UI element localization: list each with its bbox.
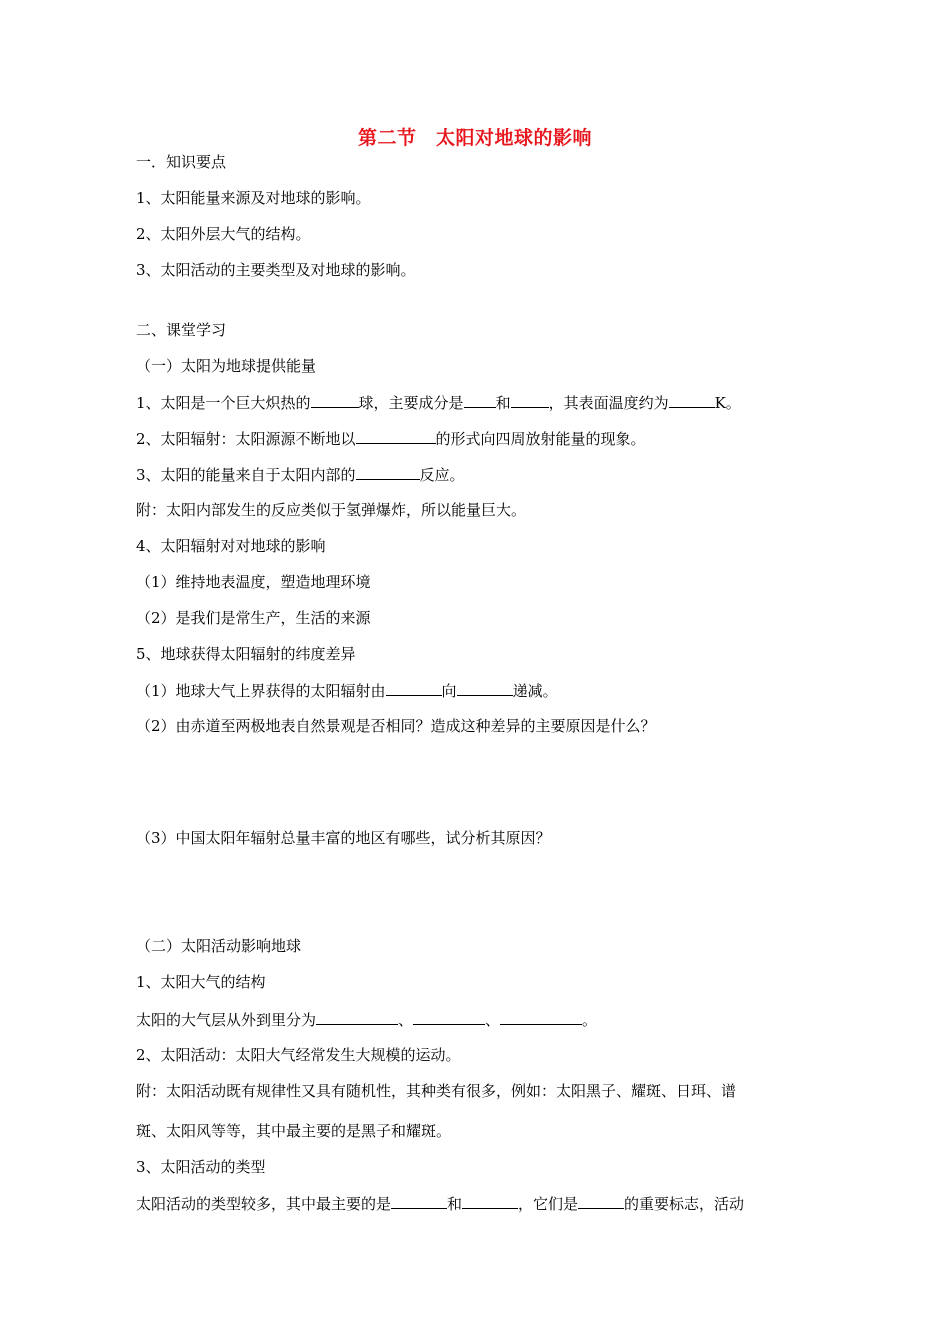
section-heading-class: 二、课堂学习 <box>136 321 227 339</box>
blank[interactable] <box>462 1193 518 1209</box>
question-1: 1、太阳是一个巨大炽热的 球，主要成分是 和 ，其表面温度约为 K。 <box>136 394 741 412</box>
blank[interactable] <box>356 428 436 444</box>
blank[interactable] <box>356 464 420 480</box>
blank[interactable] <box>511 392 549 408</box>
section-heading-knowledge: 一．知识要点 <box>136 153 227 171</box>
blank[interactable] <box>413 1009 485 1025</box>
blank[interactable] <box>464 392 496 408</box>
blank[interactable] <box>386 680 442 696</box>
blank[interactable] <box>316 1009 398 1025</box>
blank[interactable] <box>391 1193 447 1209</box>
question-5-2: （2）由赤道至两极地表自然景观是否相同？造成这种差异的主要原因是什么？ <box>136 717 656 735</box>
knowledge-item-3: 3、太阳活动的主要类型及对地球的影响。 <box>136 261 416 279</box>
blank[interactable] <box>669 392 715 408</box>
knowledge-item-2: 2、太阳外层大气的结构。 <box>136 225 311 243</box>
question-3: 3、太阳的能量来自于太阳内部的 反应。 <box>136 466 465 484</box>
blank[interactable] <box>500 1009 582 1025</box>
question-5: 5、地球获得太阳辐射的纬度差异 <box>136 645 356 663</box>
question-4-2: （2）是我们是常生产，生活的来源 <box>136 609 371 627</box>
blank[interactable] <box>578 1193 624 1209</box>
question-2: 2、太阳辐射：太阳源源不断地以 的形式向四周放射能量的现象。 <box>136 430 646 448</box>
note-2-line-1: 附：太阳活动既有规律性又具有随机性，其种类有很多，例如：太阳黑子、耀斑、日珥、谱 <box>136 1082 737 1100</box>
blank[interactable] <box>311 392 359 408</box>
question-5-1: （1）地球大气上界获得的太阳辐射由 向 递减。 <box>136 682 558 700</box>
question-5-3: （3）中国太阳年辐射总量丰富的地区有哪些，试分析其原因？ <box>136 829 551 847</box>
question-4-1: （1）维持地表温度，塑造地理环境 <box>136 573 371 591</box>
part2-question-1-text: 太阳的大气层从外到里分为 、 、 。 <box>136 1011 598 1029</box>
part2-heading: （二）太阳活动影响地球 <box>136 937 302 955</box>
question-4: 4、太阳辐射对对地球的影响 <box>136 537 326 555</box>
part2-question-3-text: 太阳活动的类型较多，其中最主要的是 和 ，它们是 的重要标志，活动 <box>136 1195 745 1213</box>
note-1: 附：太阳内部发生的反应类似于氢弹爆炸，所以能量巨大。 <box>136 501 527 519</box>
part2-question-1: 1、太阳大气的结构 <box>136 973 266 991</box>
note-2-line-2: 斑、太阳风等等，其中最主要的是黑子和耀斑。 <box>136 1122 452 1140</box>
part2-question-3: 3、太阳活动的类型 <box>136 1158 266 1176</box>
knowledge-item-1: 1、太阳能量来源及对地球的影响。 <box>136 189 371 207</box>
blank[interactable] <box>457 680 513 696</box>
part1-heading: （一）太阳为地球提供能量 <box>136 357 317 375</box>
page-title: 第二节 太阳对地球的影响 <box>357 127 592 149</box>
part2-question-2: 2、太阳活动：太阳大气经常发生大规模的运动。 <box>136 1046 461 1064</box>
